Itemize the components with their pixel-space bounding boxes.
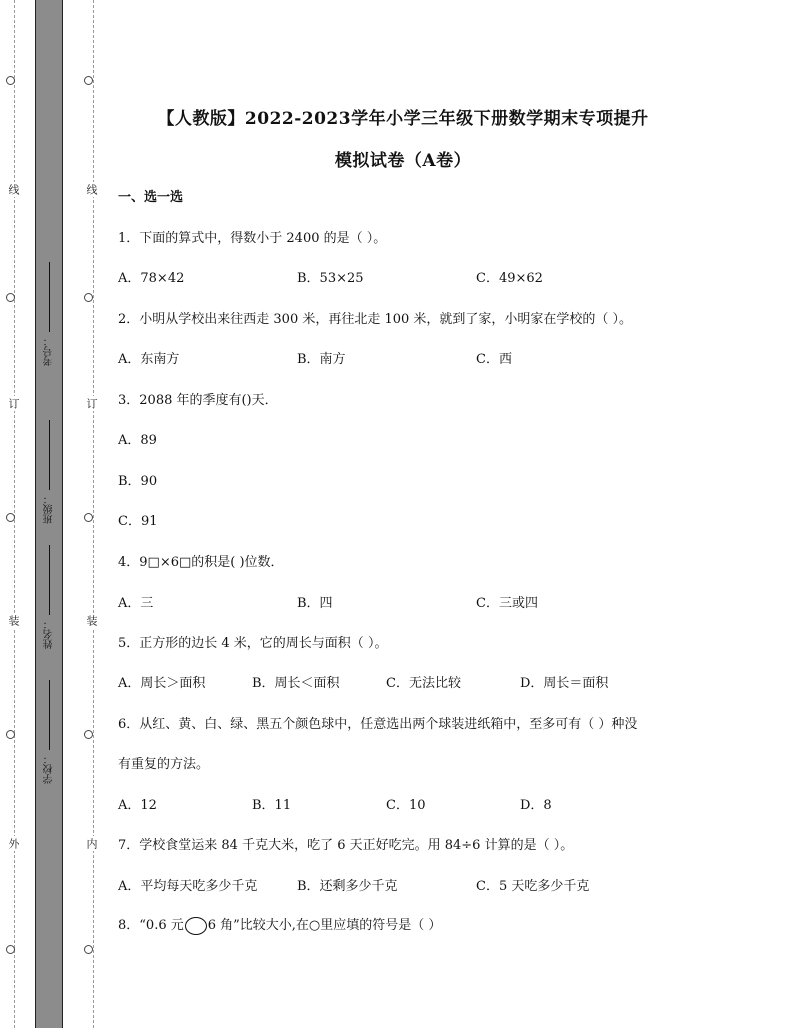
inner-label-zhuang: 装 (85, 615, 98, 626)
question-7: 7．学校食堂运来 84 千克大米，吃了 6 天正好吃完。用 84÷6 计算的是（ ）。 (118, 838, 574, 853)
exam-number-label: 考号： (44, 336, 55, 366)
binding-hole (84, 945, 93, 954)
q5-option-a[interactable]: A．周长＞面积 (118, 676, 206, 691)
q5-option-c[interactable]: C．无法比较 (386, 676, 461, 691)
inner-label-nei: 内 (85, 838, 98, 849)
binding-hole (6, 293, 15, 302)
binding-hole (84, 513, 93, 522)
q1-option-b[interactable]: B．53×25 (297, 271, 364, 286)
q3-option-a[interactable]: A．89 (118, 433, 157, 448)
q6-option-c[interactable]: C．10 (386, 798, 426, 813)
outer-label-wai: 外 (7, 838, 20, 849)
q3-option-c[interactable]: C．91 (118, 514, 158, 529)
q6-option-a[interactable]: A．12 (118, 798, 157, 813)
q7-option-b[interactable]: B．还剩多少千克 (297, 879, 398, 894)
q4-option-c[interactable]: C．三或四 (476, 596, 538, 611)
class-label: 班级： (44, 494, 55, 524)
question-5: 5．正方形的边长 4 米，它的周长与面积（ ）。 (118, 636, 388, 651)
q7-option-c[interactable]: C．5 天吃多少千克 (476, 879, 590, 894)
q4-option-b[interactable]: B．四 (297, 596, 333, 611)
name-label: 姓名： (44, 619, 55, 649)
comparison-circle-icon (185, 917, 207, 935)
inner-label-xian: 线 (85, 184, 98, 195)
binding-hole (6, 513, 15, 522)
q5-option-b[interactable]: B．周长＜面积 (252, 676, 340, 691)
question-1: 1．下面的算式中，得数小于 2400 的是（ ）。 (118, 231, 387, 246)
q6-option-b[interactable]: B．11 (252, 798, 292, 813)
question-8-part-b: 6 角”比较大小,在○里应填的符号是（ ） (207, 918, 442, 933)
inner-label-ding: 订 (85, 398, 98, 409)
question-3: 3．2088 年的季度有()天． (118, 393, 278, 408)
binding-hole (6, 945, 15, 954)
binding-hole (84, 76, 93, 85)
question-4: 4．9□×6□的积是( )位数． (118, 555, 284, 570)
q4-option-a[interactable]: A．三 (118, 596, 154, 611)
section-heading: 一、选一选 (118, 190, 184, 205)
q1-option-a[interactable]: A．78×42 (118, 271, 185, 286)
q2-option-a[interactable]: A．东南方 (118, 352, 180, 367)
q7-option-a[interactable]: A．平均每天吃多少千克 (118, 879, 258, 894)
q6-option-d[interactable]: D．8 (520, 798, 552, 813)
outer-label-ding: 订 (7, 398, 20, 409)
question-8 (118, 914, 441, 935)
q5-option-d[interactable]: D．周长＝面积 (520, 676, 609, 691)
binding-hole (84, 730, 93, 739)
name-field[interactable] (42, 545, 57, 649)
question-2: 2．小明从学校出来往西走 300 米，再往北走 100 米，就到了家，小明家在学校的（ ）。 (118, 312, 633, 327)
question-6: 6．从红、黄、白、绿、黑五个颜色球中，任意选出两个球装进纸箱中，至多可有（ ）种没 (118, 717, 638, 732)
school-label: 学校： (44, 754, 55, 784)
class-field[interactable] (42, 420, 57, 524)
school-field[interactable] (42, 680, 57, 784)
q2-option-c[interactable]: C．西 (476, 352, 512, 367)
page-title: 【人教版】2022-2023学年小学三年级下册数学期末专项提升 (157, 109, 649, 129)
inner-cut-line (93, 0, 94, 1028)
binding-hole (84, 293, 93, 302)
binding-hole (6, 76, 15, 85)
q3-option-b[interactable]: B．90 (118, 474, 158, 489)
binding-hole (6, 730, 15, 739)
question-8-part-a: 8．“0.6 元 (118, 918, 184, 933)
outer-label-zhuang: 装 (7, 615, 20, 626)
exam-number-field[interactable] (42, 262, 57, 366)
outer-label-xian: 线 (7, 184, 20, 195)
question-6-continued: 有重复的方法。 (118, 757, 210, 772)
q1-option-c[interactable]: C．49×62 (476, 271, 543, 286)
page-subtitle: 模拟试卷（A卷） (334, 151, 472, 171)
q2-option-b[interactable]: B．南方 (297, 352, 346, 367)
